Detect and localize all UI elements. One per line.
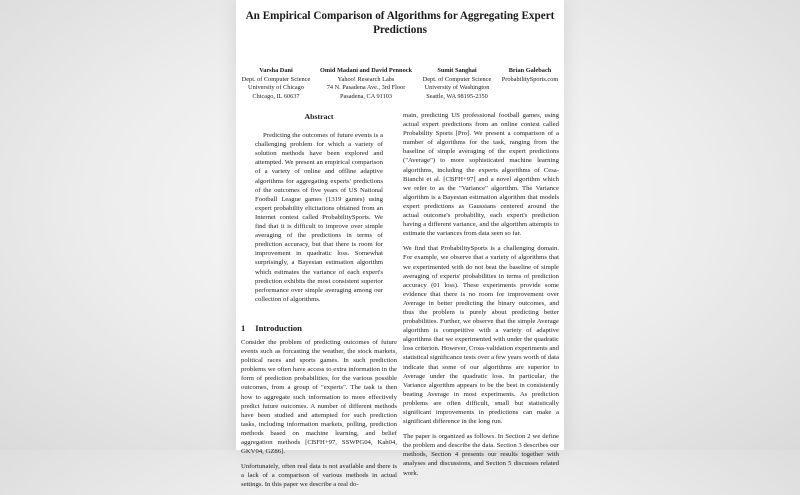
author-dept: Dept. of Computer Science: [241, 75, 311, 83]
author-org: 74 N. Pasadena Ave., 3rd Floor: [326, 84, 406, 92]
intro-paragraph: Consider the problem of predicting outcomes of future events such as forcasting the weather, the stock markets, political races and sports games. In such prediction problems we often have access to extra information in the form of prediction probabilities, for the various possible outcomes, from a group of "experts". The task is then how to aggregate such information to more effectively predict future outcomes. A number of different methods have been studied and attempted for such prediction tasks, including information markets, polling, prediction methods based on machine learning, and belief aggregation methods [CBFH+97, SSWPG04, Kah04, GKV04, GZ86].: [241, 338, 397, 456]
author-sanghai: [415, 67, 499, 101]
author-location: Pasadena, CA 91103: [339, 92, 393, 100]
author-location: Seattle, WA 98195-2350: [426, 92, 488, 100]
section-number: 1: [241, 322, 246, 333]
abstract-text: Predicting the outcomes of future events is a challenging problem for which a variety of solution methods have been explored and attempted. We present an empirical comparison of a variety of online and offline adaptive algorithms for aggregating experts' predictions of the outcomes of five years of US National Football League games (1319 games) using expert probability elicitations obtained from an Internet contest called ProbabilitySports. We find that it is difficult to improve over simple averaging of the predictions in terms of prediction accuracy, but that there is room for improvement in quadratic loss. Somewhat surprisingly, a Bayesian estimation algorithm which estimates the variance of each expert's prediction exhibits the most consistent superior performance over simple averaging among our collection of algorithms.: [255, 132, 383, 303]
author-dept: Yahoo! Research Labs: [337, 75, 395, 83]
author-madani-pennock: [318, 67, 414, 101]
author-location: Chicago, IL 60637: [252, 92, 300, 100]
body-paragraph: We find that ProbabilitySports is a challenging domain. For example, we observe that a variety of algorithms that we experimented with do not beat the baseline of simple averaging of experts' probabilities in terms of prediction accuracy (01 loss). These experiments provide some evidence that there is no room for improvement over Average in better predicting the binary outcomes, and thus the problem is purely about predicting better probabilities. Further, we observe that the simple Average algorithm is competitive with a variety of adaptive algorithms that we experimented with under the quadratic loss criterion. However, Cross-validation experiments and statistical significance tests over a few years worth of data indicate that some of our algorithms are superior to Average under the quadratic loss. In particular, the Variance algorithm appears to be the best in consistently beating Average in most experiments. As prediction problems are often difficult, small but statistically significant improvements in predictions can make a significant difference in the long run.: [403, 245, 559, 426]
paper-page: [236, 0, 564, 489]
author-galebach: [496, 67, 564, 84]
author-dani: [234, 67, 318, 101]
section-title: Introduction: [255, 322, 302, 333]
body-paragraph: The paper is organized as follows. In Section 2 we define the problem and describe the data. Section 3 describes our methods, Section 4 presents our results together with analyses and discussions, and Section 5 discusses related work.: [403, 433, 559, 477]
left-column: [241, 112, 397, 495]
author-block: [236, 67, 564, 107]
author-name: Brian Galebach: [508, 67, 552, 74]
paper-title: An Empirical Comparison of Algorithms for Aggregating Expert Predictions: [245, 10, 555, 36]
author-name: Omid Madani and David Pennock: [319, 67, 413, 74]
intro-paragraph: Unfortunately, often real data is not available and there is a lack of a comparison of various methods in actual settings. In this paper we describe a real do-: [241, 463, 397, 489]
body-paragraph: main, predicting US professional football games, using actual expert predictions from an online contest called Probability Sports [Pro]. We present a comparison of a number of algorithms for the task, ranging from the baseline of simple averaging of the expert predictions ("Average") to more sophisticated machine learning algorithms, including the experts algorithms of Cesa-Bianchi et al. [CBFH+97] and a novel algorithm which we refer to as the "Variance" algorithm. The Variance algorithm is a Bayesian estimation algorithm that models expert predictions as Gaussians centered around the actual outcome's probability, each expert's prediction having a different variance, and the algorithm attempts to estimate the variances from data seen so far.: [403, 112, 559, 238]
section-heading: [241, 324, 397, 333]
author-org: University of Chicago: [248, 84, 304, 92]
author-name: Varsha Dani: [259, 67, 293, 74]
abstract-heading: Abstract: [304, 112, 334, 121]
author-dept: ProbabilitySports.com: [501, 75, 559, 83]
author-dept: Dept. of Computer Science: [422, 75, 492, 83]
author-name: Sumit Sanghai: [437, 67, 477, 74]
author-org: University of Washington: [424, 84, 490, 92]
right-column: [403, 111, 559, 484]
